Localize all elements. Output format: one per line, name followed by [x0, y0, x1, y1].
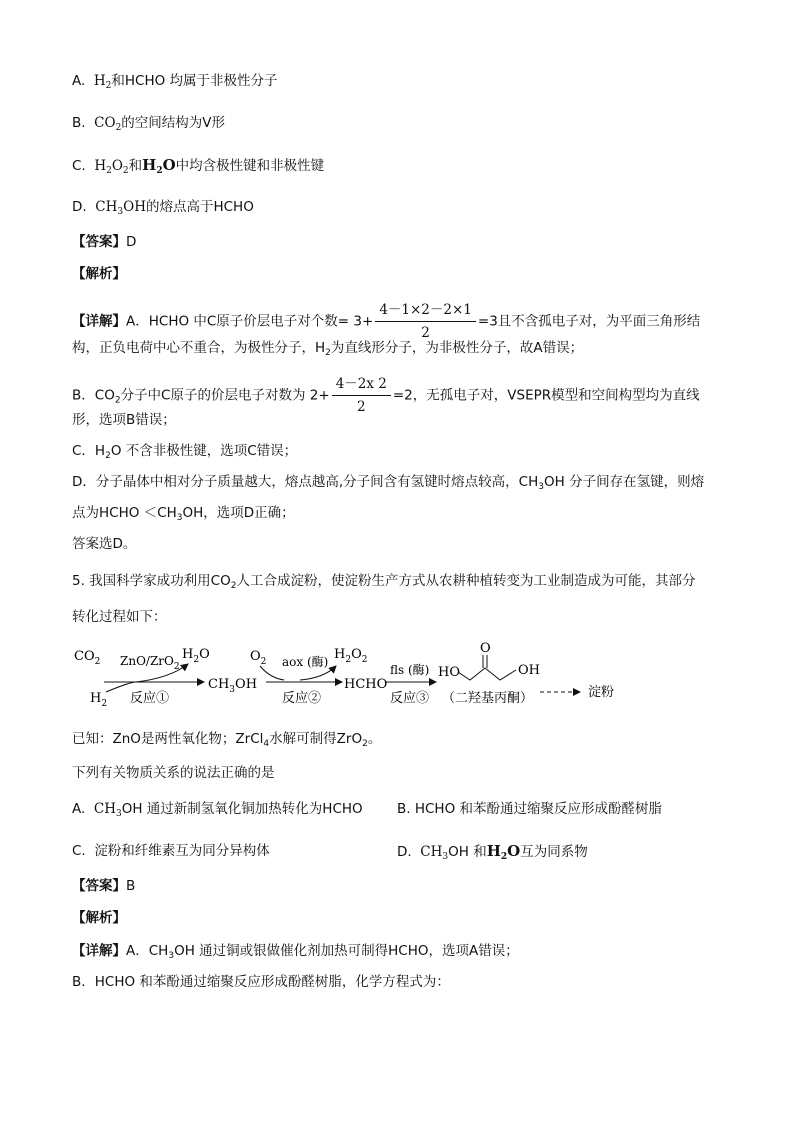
enzyme2-label: aox (酶)	[282, 655, 329, 669]
q4-detail-d-line2: 点为HCHO $<CH_3OH$，选项D正确；	[72, 505, 295, 523]
reaction2-label: 反应②	[282, 691, 322, 706]
q5-detail-b: B．HCHO 和苯酚通过缩聚反应形成酚醛树脂，化学方程式为：	[72, 974, 450, 990]
q4-option-b: B. $CO_2$的空间结构为V形	[72, 115, 226, 133]
q4-detail-c: C．$H_2O$ 不含非极性键，选项C错误；	[72, 443, 298, 461]
catalyst1-label: ZnO/ZrO$_2$	[120, 654, 180, 672]
q4-answer: 【答案】D	[72, 234, 137, 250]
q5-option-d: D. $CH_3OH$ 和$H_2O$互为同系物	[397, 842, 588, 862]
ho-label: HO	[438, 665, 460, 680]
q4-detail-b-line2: 形，选项B错误；	[72, 412, 176, 428]
q4-detail-a-line2: 构，正负电荷中心不重合，为极性分子，$H_2$为直线形分子，为非极性分子，故A错误；	[72, 340, 584, 358]
dha-skeleton	[458, 668, 516, 680]
q4-detail-a-line1: 【详解】A．HCHO 中C原子价层电子对个数= 3+ $\frac{4-1\times 2-2\times 1}{2}$ =3且不含孤电子对，为平面三角形结	[72, 302, 701, 341]
hcho-label: HCHO	[344, 677, 388, 692]
q4-option-a: A. $H_2$和HCHO 均属于非极性分子	[72, 73, 278, 91]
o2-label: $O_2$	[250, 649, 267, 667]
ch3oh-label: $CH_3OH$	[208, 677, 258, 695]
starch-label: 淀粉	[588, 685, 615, 700]
oh-label: OH	[518, 663, 540, 678]
co2-label: $CO_2$	[74, 649, 101, 667]
q4-conclusion: 答案选D。	[72, 536, 137, 552]
q5-answer: 【答案】B	[72, 878, 136, 894]
q5-question: 下列有关物质关系的说法正确的是	[72, 765, 275, 781]
fraction-a: $\frac{4-1\times 2-2\times 1}{2}$	[375, 300, 476, 343]
fraction-b: $\frac{4-2x 2}{2}$	[332, 374, 391, 417]
h2-label: $H_2$	[90, 691, 108, 708]
dha-name: （二羟基丙酮）	[442, 691, 534, 706]
q5-stem-line1: 5. 我国科学家成功利用$CO_2$人工合成淀粉，使淀粉生产方式从农耕种植转变为工业制造成为可能，其部分	[72, 573, 696, 591]
reaction3-label: 反应③	[390, 691, 430, 706]
q4-option-c: C. $H_2O_2$和$H_2O$中均含极性键和非极性键	[72, 156, 325, 176]
q4-option-d: D. $CH_3OH$的熔点高于HCHO	[72, 199, 254, 217]
reaction1-label: 反应①	[130, 691, 170, 706]
q5-stem-line2: 转化过程如下：	[72, 609, 167, 625]
q5-known: 已知：ZnO是两性氧化物；ZrCl$_4$水解可制得ZrO$_2$。	[72, 731, 382, 749]
reaction-scheme	[70, 638, 650, 708]
q4-detail-b-line1: B．$CO_2$分子中C原子的价层电子对数为 2+ $\frac{4-2x 2}{2}$ =2，无孤电子对，VSEPR模型和空间构型均为直线	[72, 376, 700, 415]
q5-option-c: C. 淀粉和纤维素互为同分异构体	[72, 843, 270, 859]
carbonyl-o-label: O	[480, 641, 491, 656]
enzyme3-label: fls (酶)	[390, 663, 430, 677]
q4-analysis-label: 【解析】	[72, 266, 126, 282]
q5-detail-a: 【详解】A．$CH_3OH$ 通过铜或银做催化剂加热可制得HCHO，选项A错误；	[72, 943, 519, 961]
q4-detail-d-line1: D．分子晶体中相对分子质量越大，熔点越高,分子间含有氢键时熔点较高，$CH_3OH$ 分子间存在氢键，则熔	[72, 474, 705, 492]
h2o2-label: $H_2O_2$	[334, 647, 368, 665]
q5-analysis-label: 【解析】	[72, 910, 126, 926]
q5-option-b: B. HCHO 和苯酚通过缩聚反应形成酚醛树脂	[397, 801, 663, 817]
q5-option-a: A. $CH_3OH$ 通过新制氢氧化铜加热转化为HCHO	[72, 801, 363, 819]
h2o-label: $H_2O$	[182, 647, 210, 665]
